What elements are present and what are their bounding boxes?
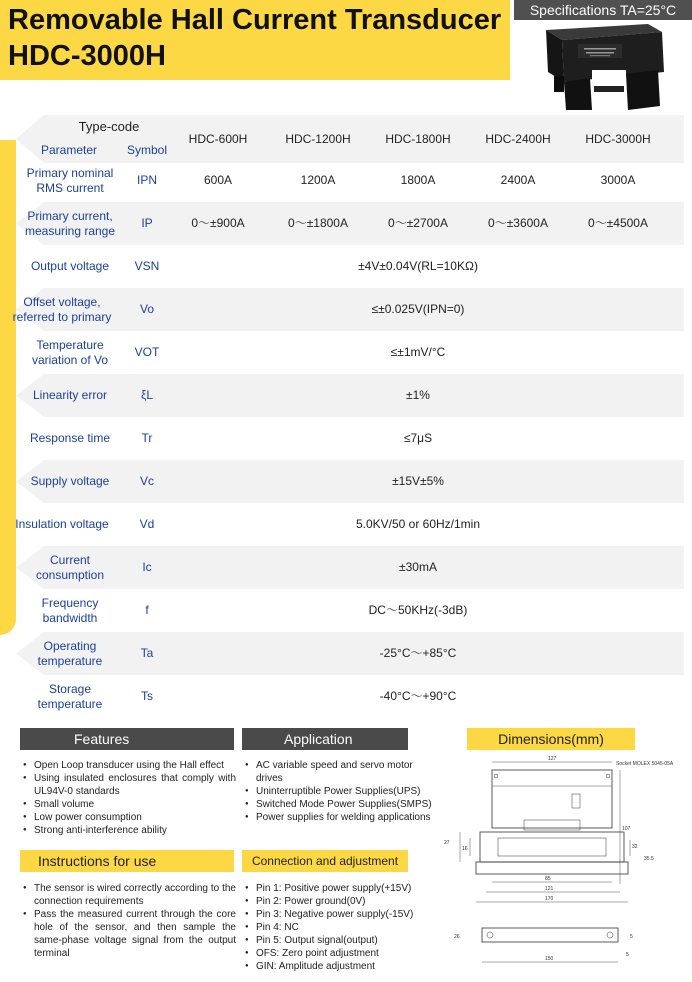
parameter-name: Frequency bandwidth bbox=[41, 595, 99, 625]
dimensions-header: Dimensions(mm) bbox=[467, 728, 635, 750]
list-item: ● Uninterruptible Power Supplies(UPS) bbox=[244, 785, 440, 798]
value-cell: ±4V±0.04V(RL=10KΩ) bbox=[358, 259, 478, 273]
table-row bbox=[16, 675, 684, 718]
dim-label: 32 bbox=[632, 844, 638, 850]
value-cell: 0～±3600A bbox=[488, 216, 548, 230]
value-cell: 3000A bbox=[600, 173, 636, 187]
table-row bbox=[16, 460, 684, 503]
parameter-name: Offset voltage, referred to primary bbox=[12, 294, 112, 324]
parameter-name: Supply voltage bbox=[30, 474, 110, 488]
dim-label: 35.5 bbox=[644, 856, 654, 862]
list-item: ● Using insulated enclosures that comply with UL94V-0 standards bbox=[22, 772, 236, 798]
side-accent-stripe bbox=[0, 140, 16, 635]
table-row bbox=[12, 288, 684, 331]
dim-label: 5 bbox=[626, 952, 629, 958]
table-row bbox=[16, 546, 684, 589]
features-header: Features bbox=[20, 728, 234, 750]
model-title: HDC-3000H bbox=[8, 40, 166, 72]
list-item: ● Strong anti-interference ability bbox=[22, 824, 236, 837]
list-item: ● Pin 2: Power ground(0V) bbox=[244, 895, 440, 908]
value-cell: ±1% bbox=[406, 388, 430, 402]
symbol-cell: Tr bbox=[141, 431, 153, 445]
list-item: ● AC variable speed and servo motor drives bbox=[244, 759, 440, 785]
symbol-cell: IP bbox=[141, 216, 153, 230]
dimension-drawing bbox=[440, 752, 690, 980]
dim-label: 107 bbox=[622, 826, 631, 832]
value-cell: 1800A bbox=[400, 173, 436, 187]
base-plate bbox=[476, 862, 628, 874]
symbol-cell: VOT bbox=[134, 345, 160, 359]
connection-header: Connection and adjustment bbox=[242, 850, 408, 872]
list-item: ● The sensor is wired correctly according to the connection requirements bbox=[22, 882, 236, 908]
dim-label: 85 bbox=[545, 876, 551, 882]
symbol-cell: Ta bbox=[140, 646, 154, 660]
dim-label: 26 bbox=[454, 934, 460, 940]
list-item: ● Low power consumption bbox=[22, 811, 236, 824]
model-header: HDC-1800H bbox=[385, 131, 451, 146]
page-title: Removable Hall Current Transducer bbox=[8, 4, 502, 36]
value-cell: ≤7μS bbox=[403, 431, 433, 445]
table-row bbox=[16, 417, 684, 460]
value-cell: ≤±0.025V(IPN=0) bbox=[371, 302, 465, 316]
value-cell: ±30mA bbox=[399, 560, 437, 574]
value-cell: 0～±4500A bbox=[588, 216, 648, 230]
parameter-name: Temperature variation of Vo bbox=[31, 337, 109, 367]
parameter-name: Primary current, measuring range bbox=[24, 208, 116, 238]
table-row bbox=[16, 245, 684, 288]
core-section bbox=[480, 832, 624, 862]
instructions-header: Instructions for use bbox=[20, 850, 234, 872]
parameter-name: Output voltage bbox=[30, 259, 110, 273]
symbol-cell: f bbox=[145, 603, 149, 617]
table-row bbox=[16, 374, 684, 417]
dim-label: 170 bbox=[545, 896, 554, 902]
value-cell: ≤±1mV/°C bbox=[390, 345, 446, 359]
connection-list bbox=[244, 882, 440, 973]
symbol-header: Symbol bbox=[126, 142, 167, 157]
symbol-cell: Vo bbox=[139, 302, 154, 316]
parameter-name: Insulation voltage bbox=[15, 517, 109, 531]
parameter-name: Linearity error bbox=[32, 388, 108, 402]
list-item: ● OFS: Zero point adjustment bbox=[244, 947, 440, 960]
symbol-cell: ξL bbox=[140, 388, 154, 402]
dim-label: 27 bbox=[444, 840, 450, 846]
table-row bbox=[16, 503, 684, 546]
symbol-cell: Ts bbox=[141, 689, 153, 703]
socket-icon bbox=[572, 794, 580, 808]
parameter-name: Response time bbox=[29, 431, 111, 445]
parameter-name: Primary nominal RMS current bbox=[26, 165, 114, 195]
socket-label: Socket MOLEX 5045-05A bbox=[616, 761, 674, 767]
dim-label: 121 bbox=[545, 886, 554, 892]
model-header: HDC-1200H bbox=[285, 131, 351, 146]
core-hole bbox=[498, 838, 606, 856]
list-item: ● Pin 4: NC bbox=[244, 921, 440, 934]
table-header-row bbox=[16, 115, 684, 163]
dim-label: 16 bbox=[462, 846, 468, 852]
symbol-cell: Vc bbox=[139, 474, 154, 488]
value-cell: -25°C～+85°C bbox=[379, 646, 457, 660]
value-cell: DC～50KHz(-3dB) bbox=[368, 603, 468, 617]
list-item: ● Pin 3: Negative power supply(-15V) bbox=[244, 908, 440, 921]
symbol-cell: Ic bbox=[142, 560, 152, 574]
instructions-list bbox=[22, 882, 236, 960]
model-header: HDC-2400H bbox=[485, 131, 551, 146]
table-row bbox=[16, 331, 684, 374]
list-item: ● GIN: Amplitude adjustment bbox=[244, 960, 440, 973]
dim-label: 127 bbox=[548, 756, 557, 762]
symbol-cell: Vd bbox=[139, 517, 155, 531]
table-row bbox=[16, 632, 684, 675]
value-cell: ±15V±5% bbox=[392, 474, 444, 488]
spec-label: Specifications TA=25°C bbox=[514, 0, 692, 20]
parameter-name: Storage temperature bbox=[37, 681, 103, 711]
value-cell: 0～±900A bbox=[191, 216, 245, 230]
typecode-label: Type-code bbox=[78, 118, 140, 134]
features-list bbox=[22, 759, 236, 837]
symbol-cell: IPN bbox=[136, 173, 157, 187]
table-row bbox=[16, 589, 684, 632]
parameter-header: Parameter bbox=[40, 142, 98, 157]
value-cell: 5.0KV/50 or 60Hz/1min bbox=[355, 517, 481, 531]
value-cell: 0～±2700A bbox=[388, 216, 448, 230]
bottom-view bbox=[482, 928, 618, 942]
parameter-name: Current consumption bbox=[35, 552, 105, 582]
dim-label: 150 bbox=[545, 956, 554, 962]
table-row bbox=[16, 159, 684, 202]
list-item: ● Small volume bbox=[22, 798, 236, 811]
list-item: ● Pin 1: Positive power supply(+15V) bbox=[244, 882, 440, 895]
product-image bbox=[528, 24, 668, 110]
model-header: HDC-3000H bbox=[585, 131, 651, 146]
table-row bbox=[16, 202, 684, 245]
value-cell: 600A bbox=[203, 173, 233, 187]
application-header: Application bbox=[242, 728, 408, 750]
list-item: ● Pin 5: Output signal(output) bbox=[244, 934, 440, 947]
application-list bbox=[244, 759, 440, 824]
value-cell: 0～±1800A bbox=[288, 216, 348, 230]
value-cell: -40°C～+90°C bbox=[379, 689, 457, 703]
value-cell: 1200A bbox=[300, 173, 336, 187]
list-item: ● Pass the measured current through the core hole of the sensor, and then sample the same-phase voltage signal from the output terminal bbox=[22, 908, 236, 960]
parameter-name: Operating temperature bbox=[37, 638, 103, 668]
value-cell: 2400A bbox=[500, 173, 536, 187]
title-banner bbox=[0, 0, 510, 80]
dim-label: 5 bbox=[630, 934, 633, 940]
list-item: ● Switched Mode Power Supplies(SMPS) bbox=[244, 798, 440, 811]
model-header: HDC-600H bbox=[188, 131, 248, 146]
body-outline bbox=[492, 770, 612, 828]
list-item: ● Power supplies for welding applications bbox=[244, 811, 440, 824]
list-item: ● Open Loop transducer using the Hall effect bbox=[22, 759, 236, 772]
symbol-cell: VSN bbox=[134, 259, 160, 273]
